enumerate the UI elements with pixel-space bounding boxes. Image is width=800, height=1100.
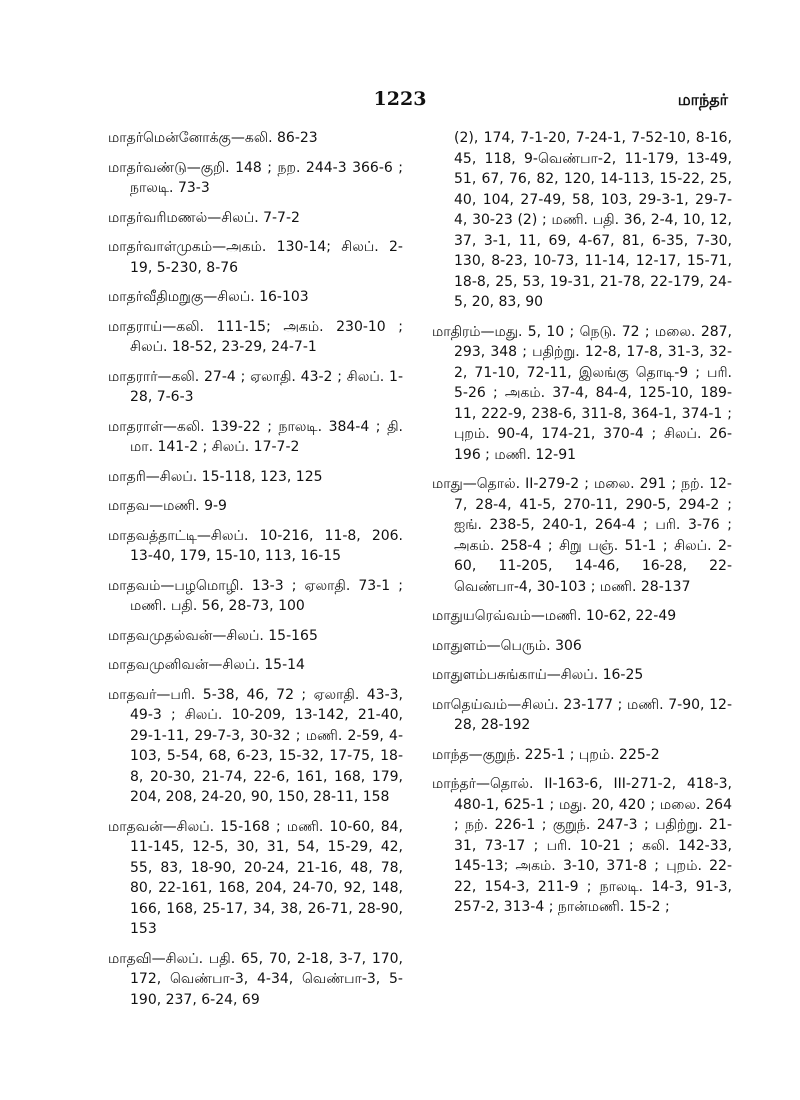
index-entry: மாதராய்—கலி. 111-15; அகம். 230-10 ; சிலப். 18-52, 23-29, 24-7-1	[108, 318, 403, 355]
index-entry: மாதர்வீதிமறுகு—சிலப். 16-103	[108, 289, 309, 305]
index-entry: மாதுயரெவ்வம்—மணி. 10-62, 22-49	[432, 608, 677, 624]
index-entry-continued: (2), 174, 7-1-20, 7-24-1, 7-52-10, 8-16, 45, 118, 9-வெண்பா-2, 11-179, 13-49, 51, 67, 76, 82, 120, 14-113, 15-22, 25, 40, 104, 27-49, 58, 103, 29-3-1, 29-7-4, 30-23 (2) ; மணி. பதி. 36, 2-4, 10, 12, 37, 3-1, 11, 69, 4-67, 81, 6-35, 7-30, 130, 8-23, 10-73, 11-14, 12-17, 15-71, 18-8, 25, 53, 19-31, 21-78, 22-179, 24-5, 20, 83, 90	[454, 130, 732, 310]
index-entry: மாதரார்—கலி. 27-4 ; ஏலாதி. 43-2 ; சிலப். 1-28, 7-6-3	[108, 368, 403, 405]
index-entry: மாந்தர்—தொல். II-163-6, III-271-2, 418-3, 480-1, 625-1 ; மது. 20, 420 ; மலை. 264 ; நற். 226-1 ; குறுந். 247-3 ; பதிற்று. 21-31, 73-17 ; பரி. 10-21 ; கலி. 142-33, 145-13; அகம். 3-10, 371-8 ; புறம். 22-22, 154-3, 211-9 ; நாலடி. 14-3, 91-3, 257-2, 313-4 ; நான்மணி. 15-2 ;	[432, 776, 732, 915]
index-entry: மாதரி—சிலப். 15-118, 123, 125	[108, 468, 323, 485]
index-entry: மாந்த—குறுந். 225-1 ; புறம். 225-2	[432, 746, 660, 763]
index-entry: மாதர்வரிமணல்—சிலப். 7-7-2	[108, 209, 300, 226]
running-head: மாந்தர்	[677, 90, 728, 109]
page-number: 1223	[373, 88, 427, 110]
index-entry: மாதெய்வம்—சிலப். 23-177 ; மணி. 7-90, 12-28, 28-192	[432, 696, 732, 733]
index-entry: மாதவமுனிவன்—சிலப். 15-14	[108, 657, 305, 673]
index-entry: மாதவம்—பழமொழி. 13-3 ; ஏலாதி. 73-1 ; மணி. பதி. 56, 28-73, 100	[108, 577, 403, 614]
index-entry: மாதவ—மணி. 9-9	[108, 498, 227, 514]
index-entry: மாதவி—சிலப். பதி. 65, 70, 2-18, 3-7, 170, 172, வெண்பா-3, 4-34, வெண்பா-3, 5-190, 237, 6-24, 69	[108, 950, 403, 1008]
index-entry: மாதிரம்—மது. 5, 10 ; நெடு. 72 ; மலை. 287, 293, 348 ; பதிற்று. 12-8, 17-8, 31-3, 32-2, 71-10, 72-11, இலங்கு தொடி-9 ; பரி. 5-26 ; அகம். 37-4, 84-4, 125-10, 189-11, 222-9, 238-6, 311-8, 364-1, 374-1 ; புறம். 90-4, 174-21, 370-4 ; சிலப். 26-196 ; மணி. 12-91	[432, 323, 732, 463]
right-column	[432, 128, 732, 927]
index-entry: மாதவத்தாட்டி—சிலப். 10-216, 11-8, 206. 13-40, 179, 15-10, 113, 16-15	[108, 527, 403, 564]
index-entry: மாதர்வாள்முகம்—அகம். 130-14; சிலப். 2-19, 5-230, 8-76	[108, 239, 403, 276]
left-column	[108, 128, 403, 1019]
index-entry: மாதவமுதல்வன்—சிலப். 15-165	[108, 627, 318, 644]
index-entry: மாதவன்—சிலப். 15-168 ; மணி. 10-60, 84, 11-145, 12-5, 30, 31, 54, 15-29, 42, 55, 83, 18-90, 20-24, 21-16, 48, 78, 80, 22-161, 168, 204, 24-70, 92, 148, 166, 168, 25-17, 34, 38, 26-71, 28-90, 153	[108, 818, 403, 937]
index-entry: மாதர்மென்னோக்கு—கலி. 86-23	[108, 130, 318, 146]
index-entry: மாது—தொல். II-279-2 ; மலை. 291 ; நற். 12-7, 28-4, 41-5, 270-11, 290-5, 294-2 ; ஐங். 238-5, 240-1, 264-4 ; பரி. 3-76 ; அகம். 258-4 ; சிறு பஞ். 51-1 ; சிலப். 2-60, 11-205, 14-46, 16-28, 22-வெண்பா-4, 30-103 ; மணி. 28-137	[432, 476, 732, 595]
index-entry: மாதவர்—பரி. 5-38, 46, 72 ; ஏலாதி. 43-3, 49-3 ; சிலப். 10-209, 13-142, 21-40, 29-1-11, 29-7-3, 30-32 ; மணி. 2-59, 4-103, 5-54, 68, 6-23, 15-32, 17-75, 18-8, 20-30, 21-74, 22-6, 161, 168, 179, 204, 208, 24-20, 90, 150, 28-11, 158	[108, 686, 403, 805]
index-entry: மாதராள்—கலி. 139-22 ; நாலடி. 384-4 ; தி. மா. 141-2 ; சிலப். 17-7-2	[108, 418, 403, 455]
index-entry: மாதுளம்பசுங்காய்—சிலப். 16-25	[432, 667, 644, 683]
index-entry: மாதர்வண்டு—குறி. 148 ; நற. 244-3 366-6 ; நாலடி. 73-3	[108, 159, 403, 196]
index-entry: மாதுளம்—பெரும். 306	[432, 637, 582, 654]
